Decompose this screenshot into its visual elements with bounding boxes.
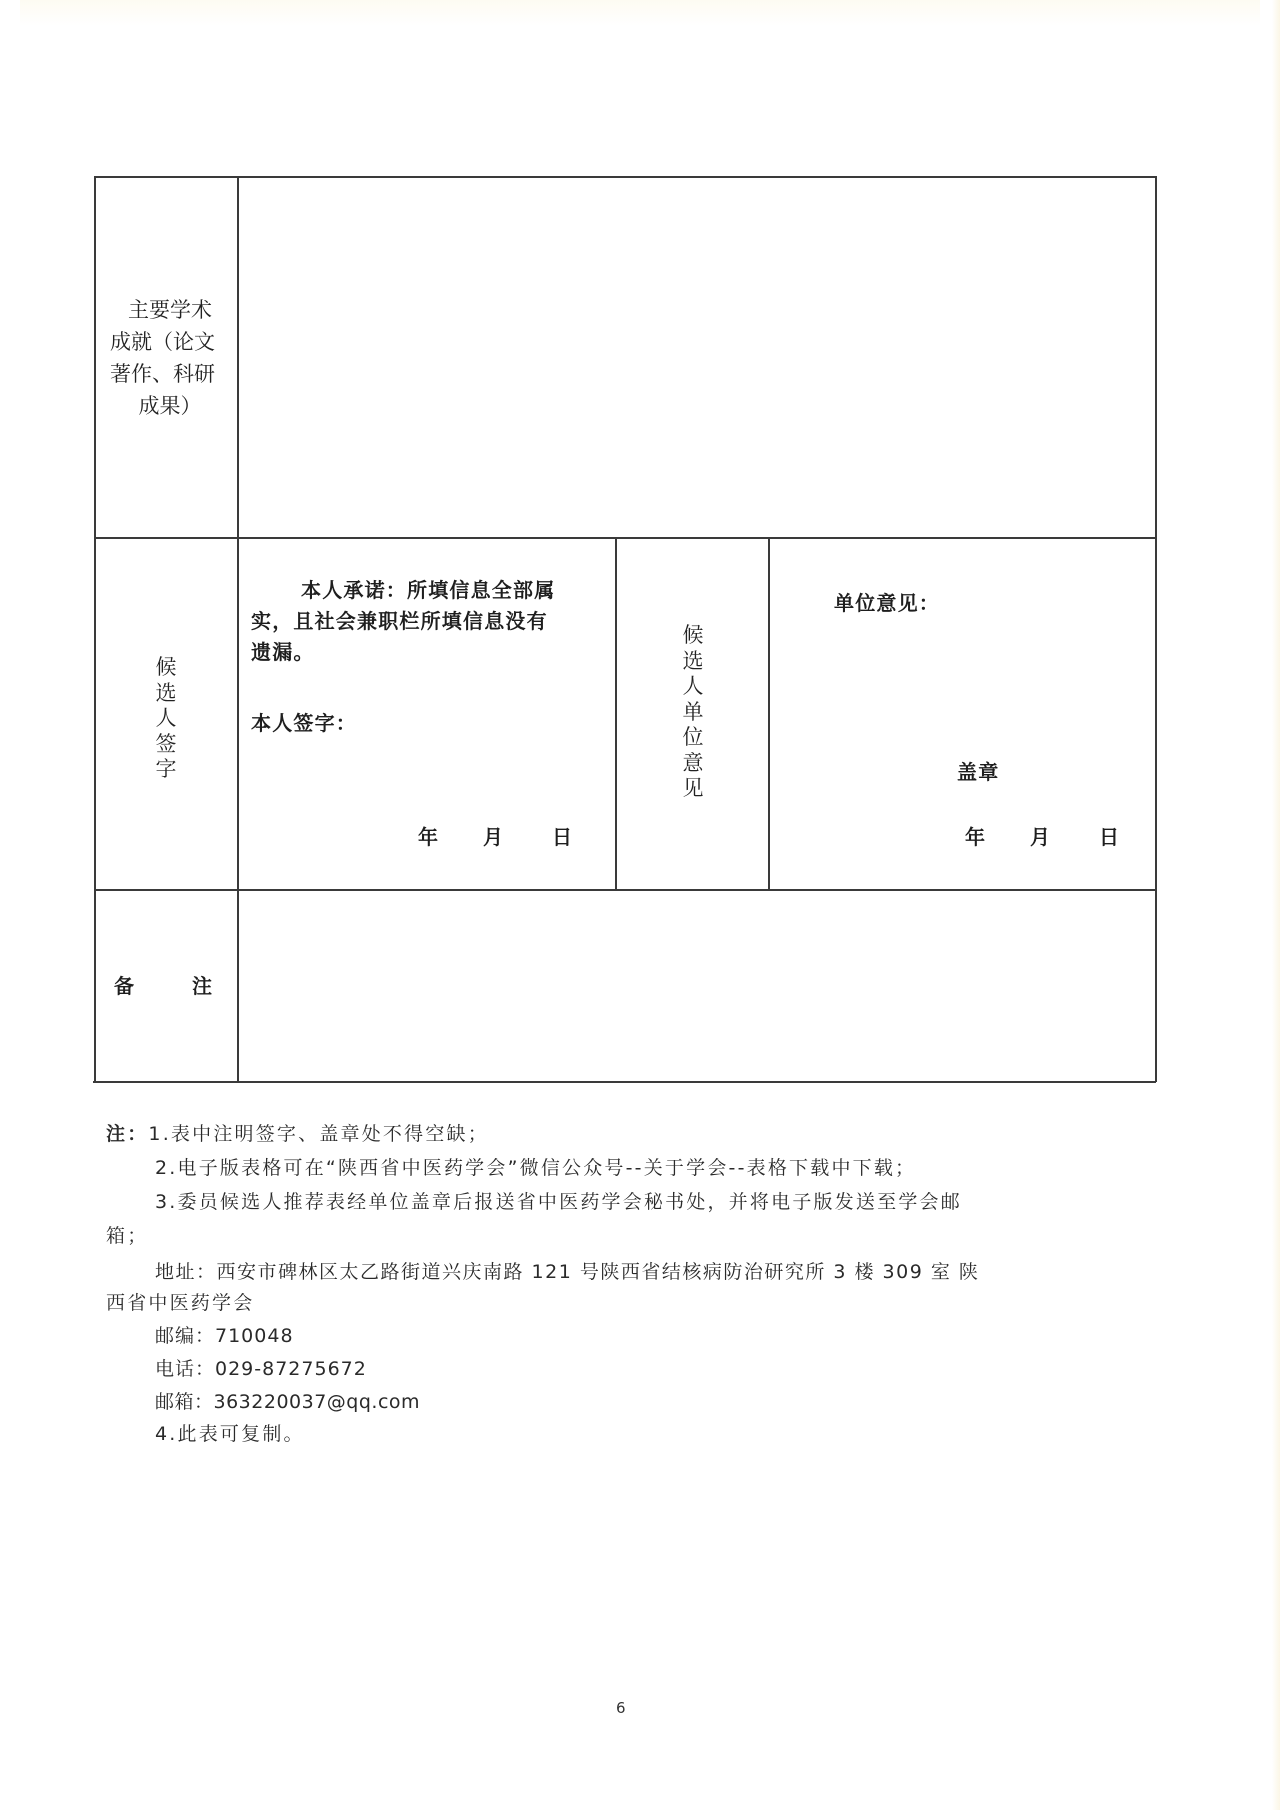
row-label-unit-opinion: 候选人单位意见 [682, 623, 704, 800]
row-label-academic-achievements [110, 294, 230, 422]
note-line-3-cont: 箱； [106, 1225, 149, 1247]
signature-field[interactable] [360, 705, 600, 741]
pledge-line: 遗漏。 [251, 640, 315, 664]
row-label-remarks-right: 注 [192, 974, 214, 998]
note-line-4: 4.此表可复制。 [155, 1423, 305, 1445]
unit-date-day: 日 [1099, 825, 1121, 849]
unit-date-year: 年 [965, 825, 987, 849]
table-row-divider-1 [94, 537, 1156, 539]
unit-date-month: 月 [1030, 825, 1052, 849]
pledge-text [251, 575, 611, 668]
row-label-remarks-left: 备 [114, 974, 136, 998]
label-line: 成就（论文 [110, 330, 215, 354]
seal-label: 盖章 [957, 760, 1000, 784]
signature-date-year: 年 [418, 825, 440, 849]
note-email: 邮箱：363220037@qq.com [155, 1391, 421, 1413]
pledge-line: 实，且社会兼职栏所填信息没有 [251, 609, 548, 633]
note-line-3: 3.委员候选人推荐表经单位盖章后报送省中医药学会秘书处，并将电子版发送至学会邮 [155, 1191, 962, 1213]
signature-date-day: 日 [552, 825, 574, 849]
note-address: 地址：西安市碑林区太乙路街道兴庆南路 121 号陕西省结核病防治研究所 3 楼 309 室 陕 [155, 1261, 980, 1283]
page-number: 6 [616, 1699, 626, 1717]
note-line-2: 2.电子版表格可在“陕西省中医药学会”微信公众号--关于学会--表格下载中下载； [155, 1157, 917, 1179]
scan-artifact-edge [1272, 0, 1280, 1810]
remarks-field[interactable] [240, 892, 1154, 1080]
note-text: 1.表中注明签字、盖章处不得空缺； [148, 1123, 489, 1145]
unit-opinion-field[interactable] [830, 625, 1140, 745]
table-col-divider-2 [615, 537, 617, 890]
row-label-candidate-signature: 候选人签字 [155, 655, 177, 781]
label-line: 成果） [138, 394, 202, 418]
table-border-top [94, 176, 1156, 178]
notes-prefix: 注： [106, 1123, 149, 1145]
note-phone: 电话：029-87275672 [155, 1358, 367, 1380]
note-postcode: 邮编：710048 [155, 1325, 294, 1347]
label-line: 主要学术 [128, 298, 212, 322]
table-col-divider-1 [237, 176, 239, 1082]
note-line-1 [106, 1118, 489, 1151]
scan-artifact-top [20, 0, 1260, 26]
label-line: 著作、科研 [110, 362, 215, 386]
academic-achievements-field[interactable] [240, 179, 1154, 536]
table-border-left [94, 176, 96, 1082]
table-border-right [1155, 176, 1157, 1082]
table-row-divider-2 [94, 889, 1156, 891]
pledge-line: 本人承诺：所填信息全部属 [301, 578, 556, 602]
note-address-cont: 西省中医药学会 [106, 1292, 255, 1314]
unit-opinion-label: 单位意见： [834, 591, 940, 615]
signature-date-month: 月 [483, 825, 505, 849]
signature-label: 本人签字： [251, 711, 357, 735]
table-border-bottom [93, 1081, 1156, 1083]
table-col-divider-3 [768, 537, 770, 890]
